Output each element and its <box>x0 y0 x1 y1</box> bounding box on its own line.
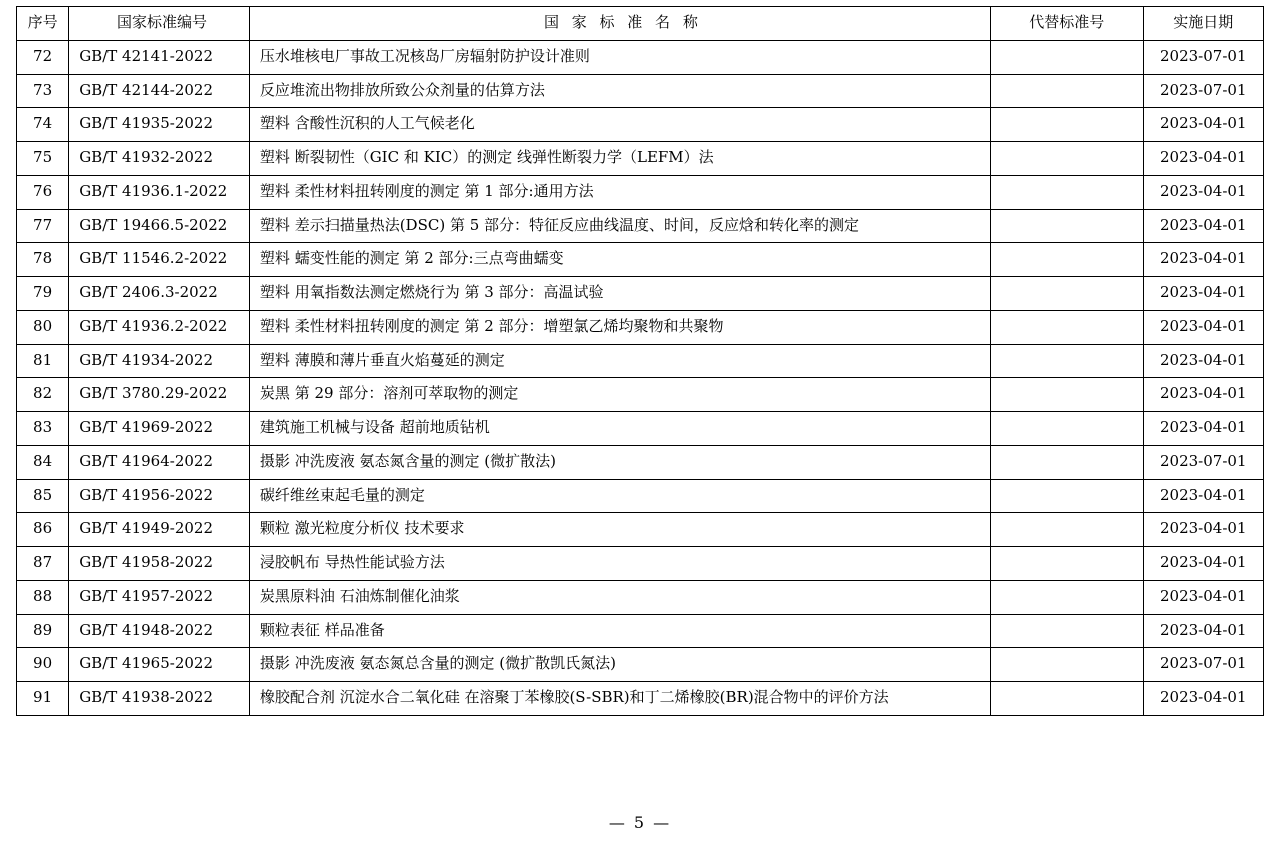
cell-code: GB/T 41969-2022 <box>69 412 250 446</box>
cell-date: 2023-07-01 <box>1143 648 1264 682</box>
cell-no: 73 <box>17 74 69 108</box>
cell-replace <box>990 412 1143 446</box>
cell-date: 2023-04-01 <box>1143 580 1264 614</box>
table-row <box>17 648 1264 682</box>
cell-no: 84 <box>17 445 69 479</box>
cell-name: 塑料 差示扫描量热法(DSC) 第 5 部分：特征反应曲线温度、时间，反应焓和转化率的测定 <box>249 209 990 243</box>
table-row <box>17 243 1264 277</box>
cell-replace <box>990 378 1143 412</box>
cell-no: 77 <box>17 209 69 243</box>
cell-code: GB/T 41938-2022 <box>69 682 250 716</box>
table-row <box>17 412 1264 446</box>
cell-no: 79 <box>17 277 69 311</box>
cell-name: 浸胶帆布 导热性能试验方法 <box>249 547 990 581</box>
cell-no: 81 <box>17 344 69 378</box>
table-row <box>17 277 1264 311</box>
cell-replace <box>990 243 1143 277</box>
cell-name: 摄影 冲洗废液 氨态氮含量的测定 (微扩散法) <box>249 445 990 479</box>
cell-date: 2023-04-01 <box>1143 310 1264 344</box>
cell-name: 颗粒 激光粒度分析仪 技术要求 <box>249 513 990 547</box>
cell-date: 2023-07-01 <box>1143 445 1264 479</box>
cell-name: 塑料 柔性材料扭转刚度的测定 第 2 部分：增塑氯乙烯均聚物和共聚物 <box>249 310 990 344</box>
cell-code: GB/T 3780.29-2022 <box>69 378 250 412</box>
cell-name: 碳纤维丝束起毛量的测定 <box>249 479 990 513</box>
cell-code: GB/T 2406.3-2022 <box>69 277 250 311</box>
cell-name: 颗粒表征 样品准备 <box>249 614 990 648</box>
cell-no: 89 <box>17 614 69 648</box>
cell-replace <box>990 175 1143 209</box>
cell-date: 2023-07-01 <box>1143 40 1264 74</box>
table-header <box>17 7 1264 41</box>
cell-replace <box>990 310 1143 344</box>
cell-date: 2023-04-01 <box>1143 277 1264 311</box>
cell-code: GB/T 41949-2022 <box>69 513 250 547</box>
cell-name: 橡胶配合剂 沉淀水合二氧化硅 在溶聚丁苯橡胶(S-SBR)和丁二烯橡胶(BR)混合物中的评价方法 <box>249 682 990 716</box>
cell-no: 80 <box>17 310 69 344</box>
cell-code: GB/T 41956-2022 <box>69 479 250 513</box>
cell-no: 75 <box>17 142 69 176</box>
table-row <box>17 682 1264 716</box>
table-row <box>17 479 1264 513</box>
page-number: — 5 — <box>608 813 672 832</box>
table-row <box>17 445 1264 479</box>
cell-replace <box>990 40 1143 74</box>
table-row <box>17 40 1264 74</box>
cell-name: 摄影 冲洗废液 氨态氮总含量的测定 (微扩散凯氏氮法) <box>249 648 990 682</box>
cell-replace <box>990 445 1143 479</box>
table-row <box>17 614 1264 648</box>
cell-replace <box>990 513 1143 547</box>
cell-code: GB/T 41934-2022 <box>69 344 250 378</box>
cell-replace <box>990 108 1143 142</box>
cell-date: 2023-04-01 <box>1143 378 1264 412</box>
cell-date: 2023-04-01 <box>1143 479 1264 513</box>
cell-name: 炭黑原料油 石油炼制催化油浆 <box>249 580 990 614</box>
cell-replace <box>990 74 1143 108</box>
cell-code: GB/T 41935-2022 <box>69 108 250 142</box>
cell-code: GB/T 41936.1-2022 <box>69 175 250 209</box>
table-row <box>17 108 1264 142</box>
table-row <box>17 344 1264 378</box>
cell-no: 83 <box>17 412 69 446</box>
cell-name: 塑料 断裂韧性（GIC 和 KIC）的测定 线弹性断裂力学（LEFM）法 <box>249 142 990 176</box>
column-header-replace: 代替标准号 <box>990 7 1143 41</box>
cell-no: 85 <box>17 479 69 513</box>
cell-date: 2023-04-01 <box>1143 209 1264 243</box>
table-row <box>17 175 1264 209</box>
cell-no: 90 <box>17 648 69 682</box>
table-row <box>17 547 1264 581</box>
table-row <box>17 74 1264 108</box>
table-row <box>17 513 1264 547</box>
cell-code: GB/T 41932-2022 <box>69 142 250 176</box>
cell-date: 2023-04-01 <box>1143 142 1264 176</box>
cell-no: 78 <box>17 243 69 277</box>
document-page <box>0 6 1280 846</box>
cell-replace <box>990 344 1143 378</box>
cell-date: 2023-04-01 <box>1143 108 1264 142</box>
cell-replace <box>990 142 1143 176</box>
cell-replace <box>990 277 1143 311</box>
cell-replace <box>990 479 1143 513</box>
column-header-date: 实施日期 <box>1143 7 1264 41</box>
table-row <box>17 310 1264 344</box>
cell-no: 88 <box>17 580 69 614</box>
cell-code: GB/T 42141-2022 <box>69 40 250 74</box>
cell-name: 塑料 柔性材料扭转刚度的测定 第 1 部分:通用方法 <box>249 175 990 209</box>
cell-name: 炭黑 第 29 部分：溶剂可萃取物的测定 <box>249 378 990 412</box>
cell-name: 塑料 含酸性沉积的人工气候老化 <box>249 108 990 142</box>
cell-date: 2023-04-01 <box>1143 344 1264 378</box>
cell-date: 2023-04-01 <box>1143 682 1264 716</box>
cell-replace <box>990 209 1143 243</box>
cell-code: GB/T 41958-2022 <box>69 547 250 581</box>
cell-date: 2023-04-01 <box>1143 547 1264 581</box>
cell-replace <box>990 648 1143 682</box>
cell-name: 塑料 用氧指数法测定燃烧行为 第 3 部分：高温试验 <box>249 277 990 311</box>
cell-no: 87 <box>17 547 69 581</box>
cell-date: 2023-07-01 <box>1143 74 1264 108</box>
cell-no: 72 <box>17 40 69 74</box>
cell-name: 建筑施工机械与设备 超前地质钻机 <box>249 412 990 446</box>
table-header-row <box>17 7 1264 41</box>
cell-date: 2023-04-01 <box>1143 412 1264 446</box>
cell-name: 塑料 蠕变性能的测定 第 2 部分:三点弯曲蠕变 <box>249 243 990 277</box>
cell-name: 反应堆流出物排放所致公众剂量的估算方法 <box>249 74 990 108</box>
cell-code: GB/T 41957-2022 <box>69 580 250 614</box>
cell-no: 74 <box>17 108 69 142</box>
cell-code: GB/T 41948-2022 <box>69 614 250 648</box>
cell-code: GB/T 42144-2022 <box>69 74 250 108</box>
cell-replace <box>990 614 1143 648</box>
table-body <box>17 40 1264 715</box>
cell-date: 2023-04-01 <box>1143 243 1264 277</box>
table-row <box>17 142 1264 176</box>
cell-name: 压水堆核电厂事故工况核岛厂房辐射防护设计准则 <box>249 40 990 74</box>
cell-no: 86 <box>17 513 69 547</box>
cell-replace <box>990 580 1143 614</box>
column-header-no: 序号 <box>17 7 69 41</box>
cell-date: 2023-04-01 <box>1143 513 1264 547</box>
table-row <box>17 378 1264 412</box>
table-row <box>17 580 1264 614</box>
cell-name: 塑料 薄膜和薄片垂直火焰蔓延的测定 <box>249 344 990 378</box>
cell-replace <box>990 682 1143 716</box>
column-header-name: 国 家 标 准 名 称 <box>249 7 990 41</box>
cell-replace <box>990 547 1143 581</box>
cell-no: 91 <box>17 682 69 716</box>
standards-table <box>16 6 1264 716</box>
cell-date: 2023-04-01 <box>1143 175 1264 209</box>
cell-no: 76 <box>17 175 69 209</box>
cell-no: 82 <box>17 378 69 412</box>
cell-code: GB/T 41936.2-2022 <box>69 310 250 344</box>
cell-code: GB/T 19466.5-2022 <box>69 209 250 243</box>
cell-date: 2023-04-01 <box>1143 614 1264 648</box>
column-header-code: 国家标准编号 <box>69 7 250 41</box>
cell-code: GB/T 41965-2022 <box>69 648 250 682</box>
table-row <box>17 209 1264 243</box>
cell-code: GB/T 41964-2022 <box>69 445 250 479</box>
cell-code: GB/T 11546.2-2022 <box>69 243 250 277</box>
